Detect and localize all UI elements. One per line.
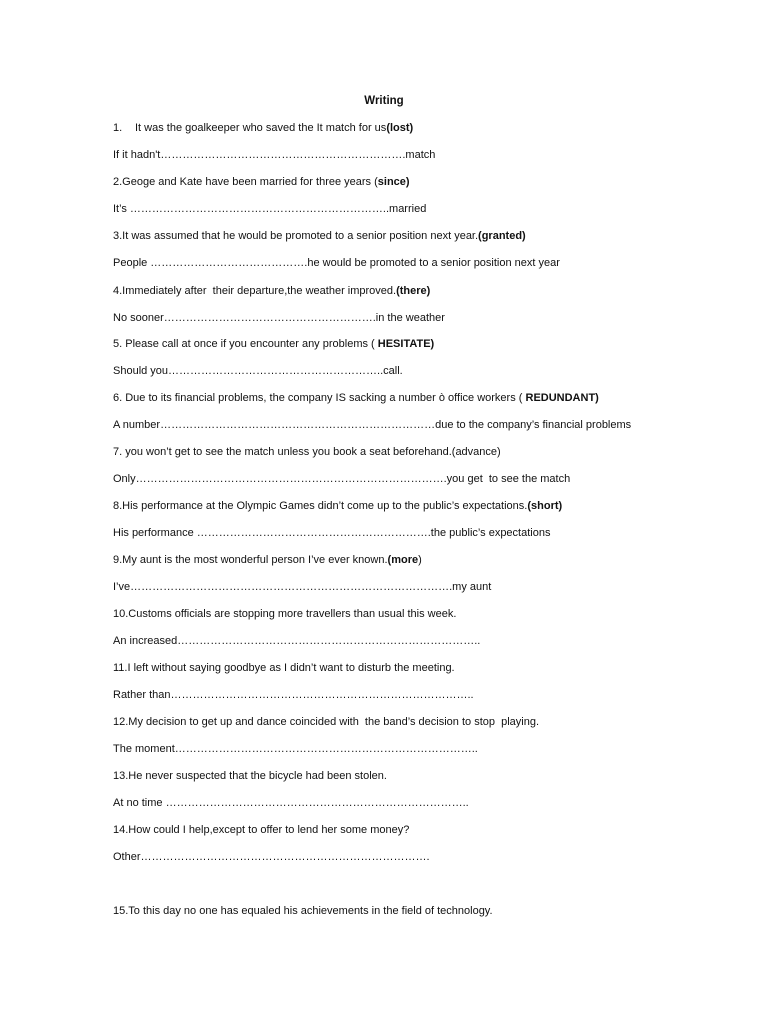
- keyword: (more: [387, 554, 419, 566]
- prompt-text: 4.Immediately after their departure,the weather improved.: [113, 285, 397, 297]
- keyword: (there): [396, 285, 431, 297]
- exercise-11-answer: Rather than………………………………………………………………………..: [113, 689, 474, 701]
- keyword: REDUNDANT): [525, 392, 599, 404]
- prompt-text: 7. you won’t get to see the match unless you book a seat beforehand.(advance): [113, 446, 501, 458]
- keyword: (lost): [386, 122, 414, 134]
- exercise-13-answer: At no time ………………………………………………………………………..: [113, 797, 469, 809]
- keyword: since): [377, 176, 410, 188]
- exercise-3-answer: People …………………………………….he would be promoted to a senior position next year: [113, 257, 560, 269]
- exercise-8-prompt: [113, 499, 562, 513]
- exercise-11-prompt: 11.I left without saying goodbye as I didn’t want to disturb the meeting.: [113, 662, 455, 674]
- exercise-6-answer: A number…………………………………………………………………due to the company’s financial problems: [113, 419, 632, 431]
- prompt-text: 5. Please call at once if you encounter any problems (: [113, 338, 378, 350]
- exercise-9-prompt: [113, 553, 422, 567]
- prompt-text: 6. Due to its financial problems, the company IS sacking a number ò office workers (: [113, 392, 526, 404]
- exercise-10-prompt: 10.Customs officials are stopping more travellers than usual this week.: [113, 608, 457, 620]
- exercise-3-prompt: [113, 229, 526, 243]
- prompt-text-after: ): [418, 554, 422, 566]
- exercise-number: 1.: [113, 122, 123, 134]
- exercise-14-prompt: 14.How could I help,except to offer to lend her some money?: [113, 824, 410, 836]
- prompt-text: 9.My aunt is the most wonderful person I’ve ever known.: [113, 554, 388, 566]
- exercise-4-prompt: [113, 284, 430, 298]
- exercise-5-prompt: [113, 337, 434, 351]
- exercise-1-answer: If it hadn't………………………………………………………….match: [113, 149, 436, 161]
- exercise-10-answer: An increased………………………………………………………………………..: [113, 635, 481, 647]
- exercise-14-answer: Other…………………………………………………………………….: [113, 851, 430, 863]
- exercise-2-prompt: [113, 175, 410, 189]
- prompt-text: 3.It was assumed that he would be promoted to a senior position next year.: [113, 230, 479, 242]
- page-title: Writing: [364, 95, 404, 107]
- exercise-2-answer: It’s ……………………………………………………………..married: [113, 203, 427, 215]
- exercise-7-answer: Only………………………………………………………………………….you get to see the match: [113, 473, 571, 485]
- exercise-12-prompt: 12.My decision to get up and dance coincided with the band’s decision to stop playing.: [113, 716, 540, 728]
- prompt-text: 2.Geoge and Kate have been married for three years (: [113, 176, 378, 188]
- exercise-9-answer: I’ve…………………………………………………………………………….my aunt: [113, 581, 492, 593]
- keyword: HESITATE): [377, 338, 435, 350]
- exercise-7-prompt: [113, 445, 501, 459]
- keyword: (granted): [478, 230, 526, 242]
- exercise-4-answer: No sooner………………………………………………….in the weather: [113, 312, 445, 324]
- keyword: (short): [527, 500, 563, 512]
- exercise-5-answer: Should you…………………………………………………..call.: [113, 365, 403, 377]
- exercise-8-answer: His performance ……………………………………………………….the public’s expectations: [113, 527, 551, 539]
- prompt-text: 8.His performance at the Olympic Games didn’t come up to the public’s expectations.: [113, 500, 528, 512]
- exercise-1-prompt: [113, 121, 413, 135]
- prompt-text: It was the goalkeeper who saved the It match for us: [135, 122, 387, 134]
- exercise-12-answer: The moment………………………………………………………………………..: [113, 743, 478, 755]
- exercise-6-prompt: [113, 391, 599, 405]
- exercise-13-prompt: 13.He never suspected that the bicycle had been stolen.: [113, 770, 387, 782]
- exercise-15-prompt: 15.To this day no one has equaled his achievements in the field of technology.: [113, 905, 493, 917]
